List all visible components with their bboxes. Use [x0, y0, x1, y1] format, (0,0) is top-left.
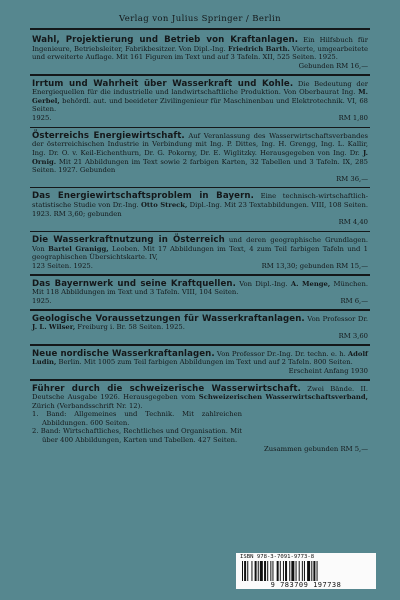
book-entry — [32, 385, 368, 454]
book-author: Schweizerischen Wasserwirtschaftsverband, — [198, 393, 368, 402]
book-price: RM 13,30; gebunden RM 15,— — [261, 261, 368, 270]
divider — [30, 231, 370, 232]
book-description: behördl. aut. und beeideter Zivilingenieur für Maschinenbau und Elektrotechnik. VI, 68 Seiten. — [32, 96, 368, 114]
book-title: Irrtum und Wahrheit über Wasserkraft und Kohle. — [32, 78, 294, 89]
book-description: Zwei Bände. II. Deutsche Ausgabe 1926. Herausgegeben vom — [32, 384, 368, 402]
book-description: München. Mit 118 Abbildungen im Text und 3 Tafeln. VIII, 104 Seiten. — [32, 279, 368, 297]
book-title: Österreichs Energiewirtschaft. — [32, 130, 185, 141]
divider — [30, 379, 370, 380]
isbn-number: ISBN 978-3-7091-9773-8 — [240, 554, 315, 560]
book-entry — [32, 315, 368, 341]
book-description: Zürich (Verbandsschrift Nr. 12). — [32, 401, 143, 410]
book-entry — [32, 36, 368, 70]
book-price: RM 4,40 — [338, 218, 368, 227]
barcode-icon — [240, 561, 372, 581]
book-year: 1925. — [32, 296, 52, 305]
book-description: Dipl.-Ing. Mit 23 Textabbildungen. VIII, 108 Seiten. 1923. RM 3,60; gebunden — [32, 201, 368, 218]
top-rule — [30, 28, 370, 30]
divider — [30, 187, 370, 188]
divider — [30, 309, 370, 310]
isbn-barcode-label — [236, 553, 376, 589]
book-title: Neue nordische Wasserkraftanlagen. — [32, 348, 215, 359]
book-title: Das Energiewirtschaftsproblem in Bayern. — [32, 191, 255, 202]
book-author: Adolf Ludin, — [32, 349, 368, 367]
book-description: Ein Hilfsbuch für Ingenieure, Betriebsleiter, Fabrikbesitzer. Von Dipl.-Ing. — [32, 36, 369, 53]
book-description: Von Professor Dr. — [304, 314, 368, 323]
book-year: 1925. — [32, 113, 52, 122]
barcode-number: 9 783709 197738 — [270, 581, 342, 589]
book-list — [32, 36, 368, 453]
book-pages: 123 Seiten. 1925. — [32, 261, 93, 270]
book-author: Bartel Granigg, — [48, 244, 109, 253]
book-entry — [32, 80, 368, 123]
book-author: M. Gerbel, — [32, 88, 368, 105]
volume-2: 2. Band: Wirtschaftliches, Rechtliches und Organisation. Mit über 400 Abbildungen, Karten und Tabellen. 427 Seiten. — [32, 427, 242, 445]
book-description: Freiburg i. Br. 58 Seiten. 1925. — [75, 323, 185, 332]
book-author: J. Ornig. — [32, 148, 368, 166]
divider — [30, 274, 370, 275]
book-description: Die Bedeutung der Energiequellen für die industrielle und landwirtschaftliche Produktion. Von Oberbaurat Ing. — [32, 79, 368, 97]
book-price: Zusammen gebunden RM 5,— — [263, 444, 368, 453]
publisher-line: Verlag von Julius Springer / Berlin — [119, 14, 281, 24]
book-entry — [32, 236, 368, 270]
book-author: A. Menge, — [290, 279, 331, 288]
book-title: Führer durch die schweizerische Wasserwirtschaft. — [32, 383, 301, 394]
book-entry — [32, 350, 368, 376]
book-description: Vierte, umgearbeitete und erweiterte Auflage. Mit 161 Figuren im Text und auf 3 Tafeln. XII, 525 Seiten. 1925. — [32, 44, 368, 62]
book-title: Geologische Voraussetzungen für Wasserkraftanlagen. — [32, 313, 305, 324]
book-price: RM 6,— — [340, 296, 368, 305]
book-entry — [32, 192, 368, 226]
book-author: Friedrich Barth. — [228, 44, 290, 53]
book-author: Otto Streck, — [141, 201, 188, 210]
book-description: Von Dipl.-Ing. — [235, 279, 291, 288]
volume-1: 1. Band: Allgemeines und Technik. Mit zahlreichen Abbildungen. 600 Seiten. — [32, 410, 242, 427]
divider — [30, 344, 370, 345]
book-description: Berlin. Mit 1005 zum Teil farbigen Abbildungen im Text und auf 2 Tafeln. 800 Seiten. — [56, 358, 353, 367]
book-description: Auf Veranlassung des Wasserwirtschaftsverbandes der österreichischen Industrie in Verbindung mit Ing. P. Dittes, Ing. H. Grengg, Ing. L. Kallir, Ing. Dr. O. v. Keil-Eichenthurn, Dr. G. Pokorny, Dr. E. Wiglitzky. Herausgegeben von Ing. Dr. — [32, 131, 368, 157]
divider — [30, 74, 370, 75]
book-title: Die Wasserkraftnutzung in Österreich — [32, 235, 225, 246]
book-price: Gebunden RM 16,— — [298, 61, 368, 70]
book-author: J. L. Wilser, — [32, 323, 76, 332]
book-price: RM 36,— — [336, 174, 368, 183]
divider — [30, 127, 370, 128]
book-description: Von Professor Dr.-Ing. Dr. techn. e. h. — [214, 349, 348, 358]
book-price: RM 1,80 — [338, 113, 368, 122]
book-description: Leoben. Mit 17 Abbildungen im Text, 4 zum Teil farbigen Tafeln und 1 geographischen Übersichtskarte. IV, — [32, 244, 368, 262]
book-entry — [32, 132, 368, 184]
book-title: Wahl, Projektierung und Betrieb von Kraftanlagen. — [32, 35, 299, 45]
book-description: Eine technisch-wirtschaftlich-statistische Studie von Dr.-Ing. — [32, 192, 368, 210]
book-price: Erscheint Anfang 1930 — [288, 366, 368, 375]
book-entry — [32, 280, 368, 306]
book-price: RM 3,60 — [338, 331, 368, 340]
book-title: Das Bayernwerk und seine Kraftquellen. — [32, 278, 236, 289]
book-description: und deren geographische Grundlagen. Von — [32, 236, 368, 253]
book-description: Mit 21 Abbildungen im Text sowie 2 farbigen Karten, 32 Tabellen und 3 Tafeln. IX, 285 Seiten. 1927. Gebunden — [32, 157, 368, 175]
